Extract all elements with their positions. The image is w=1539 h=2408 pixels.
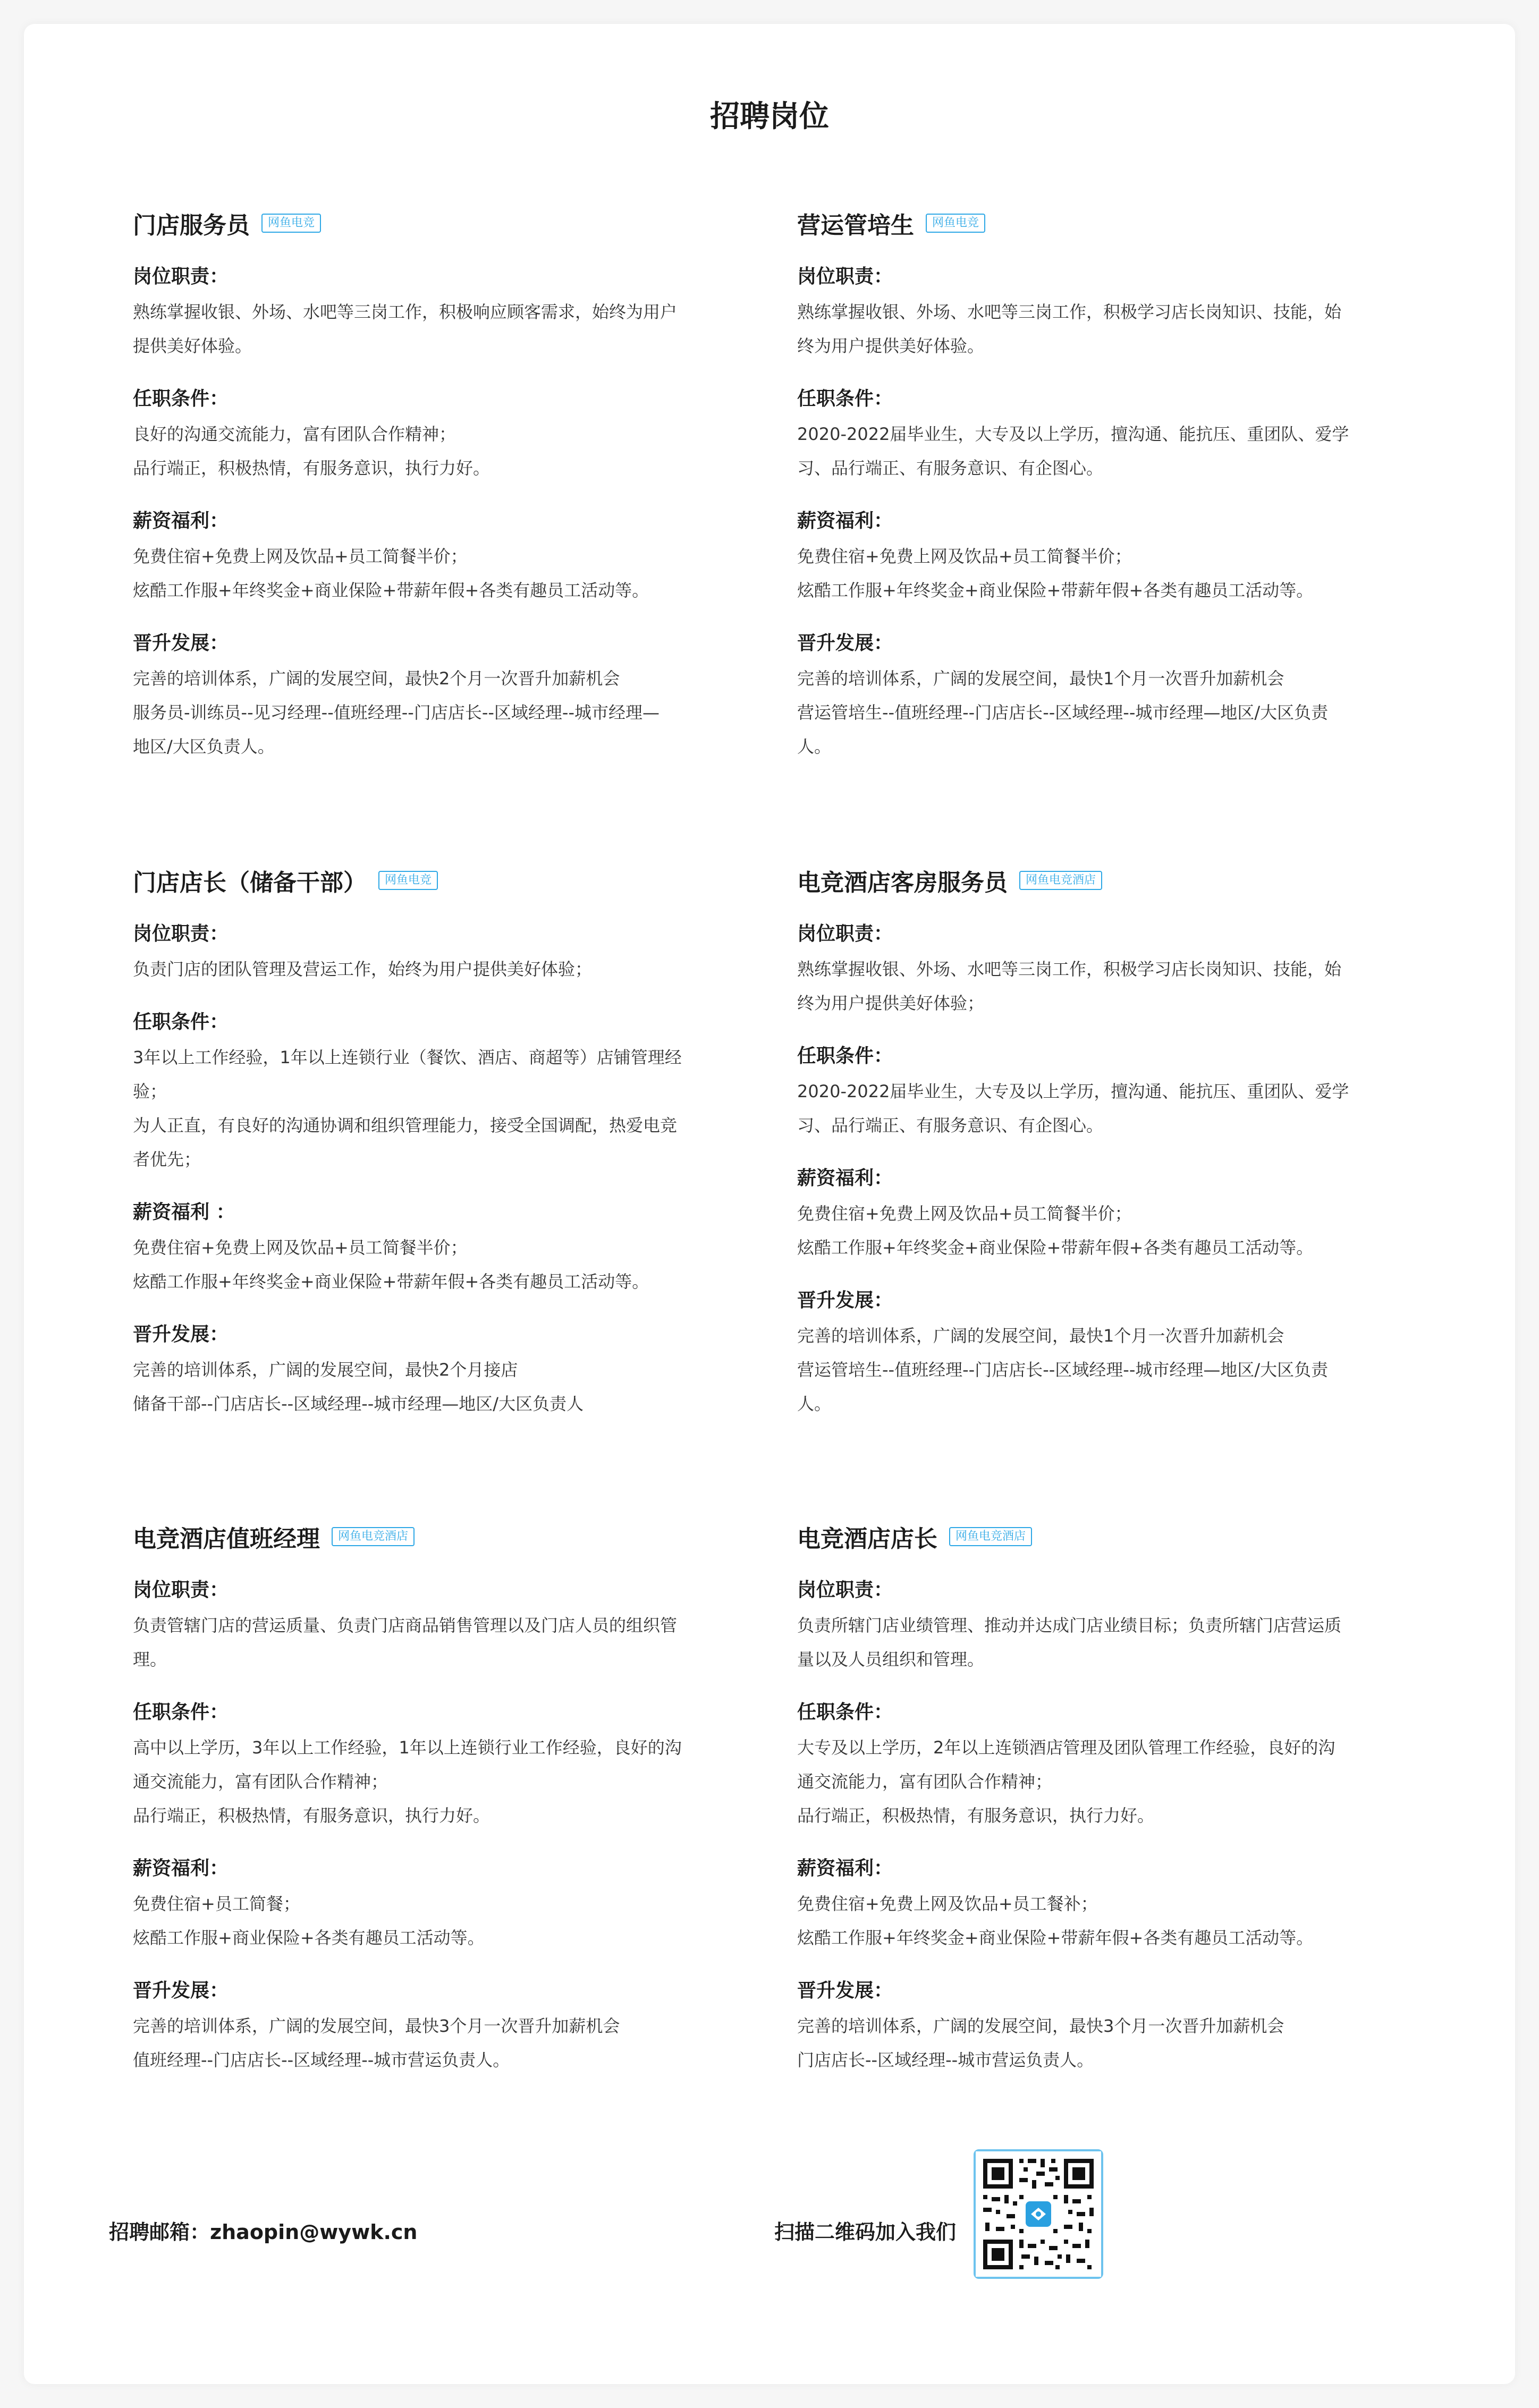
duty-section <box>133 263 744 363</box>
requirement-section <box>133 385 744 485</box>
job-title: 门店服务员 <box>133 212 250 239</box>
pay-section <box>797 1165 1408 1265</box>
duty-section <box>133 1576 744 1676</box>
job-title: 电竞酒店值班经理 <box>133 1525 320 1553</box>
brand-tag: 网鱼电竞酒店 <box>1019 871 1102 890</box>
duty-section <box>797 263 1408 363</box>
growth-section <box>797 630 1408 764</box>
section-heading: 任职条件： <box>133 1011 229 1033</box>
section-text: 免费住宿+免费上网及饮品+员工简餐半价； 炫酷工作服+年终奖金+商业保险+带薪年假+各类有趣员工活动等。 <box>797 546 1314 600</box>
brand-tag: 网鱼电竞酒店 <box>949 1527 1032 1546</box>
section-text: 完善的培训体系，广阔的发展空间，最快2个月一次晋升加薪机会 服务员-训练员--见习经理--值班经理--门店店长--区域经理--城市经理— 地区/大区负责人。 <box>133 668 660 757</box>
requirement-section <box>133 1008 744 1176</box>
requirement-section <box>797 1042 1408 1142</box>
section-text: 完善的培训体系，广阔的发展空间，最快3个月一次晋升加薪机会 门店店长--区域经理--城市营运负责人。 <box>797 2016 1284 2070</box>
section-heading: 晋升发展： <box>797 1290 893 1311</box>
pay-section <box>133 1199 744 1299</box>
duty-section <box>797 920 1408 1020</box>
section-text: 免费住宿+免费上网及饮品+员工简餐半价； 炫酷工作服+年终奖金+商业保险+带薪年假+各类有趣员工活动等。 <box>797 1203 1314 1258</box>
job-card <box>133 862 744 1421</box>
section-text: 良好的沟通交流能力，富有团队合作精神； 品行端正，积极热情，有服务意识，执行力好。 <box>133 424 491 478</box>
pay-section <box>133 507 744 607</box>
job-card <box>797 1518 1408 2077</box>
growth-section <box>133 1977 744 2077</box>
requirement-section <box>133 1699 744 1833</box>
section-text: 熟练掌握收银、外场、水吧等三岗工作，积极响应顾客需求，始终为用户 提供美好体验。 <box>133 302 678 356</box>
job-title: 电竞酒店客房服务员 <box>797 869 1008 896</box>
requirement-section <box>797 385 1408 485</box>
job-title: 电竞酒店店长 <box>797 1525 937 1553</box>
section-text: 完善的培训体系，广阔的发展空间，最快2个月接店 储备干部--门店店长--区域经理--城市经理—地区/大区负责人 <box>133 1360 584 1414</box>
recruit-email[interactable]: 招聘邮箱：zhaopin@wywk.cn <box>109 2220 418 2244</box>
section-heading: 任职条件： <box>797 1045 893 1067</box>
section-heading: 薪资福利： <box>133 510 229 532</box>
growth-section <box>797 1977 1408 2077</box>
job-card <box>133 205 744 764</box>
brand-tag: 网鱼电竞 <box>926 214 985 233</box>
section-text: 2020-2022届毕业生，大专及以上学历，擅沟通、能抗压、重团队、爱学 习、品行端正、有服务意识、有企图心。 <box>797 424 1349 478</box>
section-heading: 薪资福利 ： <box>133 1201 235 1223</box>
growth-section <box>797 1287 1408 1421</box>
section-text: 免费住宿+免费上网及饮品+员工简餐半价； 炫酷工作服+年终奖金+商业保险+带薪年假+各类有趣员工活动等。 <box>133 1237 649 1292</box>
section-heading: 任职条件： <box>133 1701 229 1723</box>
duty-section <box>133 920 744 986</box>
job-title: 门店店长（储备干部） <box>133 869 367 896</box>
growth-section <box>133 1321 744 1421</box>
pay-section <box>133 1855 744 1955</box>
section-heading: 岗位职责： <box>797 266 893 287</box>
section-heading: 晋升发展： <box>133 1980 229 2002</box>
section-text: 熟练掌握收银、外场、水吧等三岗工作，积极学习店长岗知识、技能，始 终为用户提供美好体验； <box>797 959 1342 1013</box>
section-text: 完善的培训体系，广阔的发展空间，最快3个月一次晋升加薪机会 值班经理--门店店长--区域经理--城市营运负责人。 <box>133 2016 620 2070</box>
section-heading: 晋升发展： <box>797 1980 893 2002</box>
job-title: 营运管培生 <box>797 212 914 239</box>
section-heading: 薪资福利： <box>797 510 893 532</box>
section-heading: 岗位职责： <box>133 266 229 287</box>
section-text: 3年以上工作经验，1年以上连锁行业（餐饮、酒店、商超等）店铺管理经 验； 为人正直，有良好的沟通协调和组织管理能力，接受全国调配，热爱电竞 者优先； <box>133 1047 682 1169</box>
section-heading: 晋升发展： <box>133 1324 229 1345</box>
section-text: 熟练掌握收银、外场、水吧等三岗工作，积极学习店长岗知识、技能，始 终为用户提供美好体验。 <box>797 302 1342 356</box>
job-card <box>797 205 1408 764</box>
section-text: 负责管辖门店的营运质量、负责门店商品销售管理以及门店人员的组织管 理。 <box>133 1615 678 1669</box>
pay-section <box>797 507 1408 607</box>
requirement-section <box>797 1699 1408 1833</box>
qr-code-icon[interactable] <box>974 2149 1103 2279</box>
brand-tag: 网鱼电竞 <box>378 871 438 890</box>
job-card <box>133 1518 744 2077</box>
pay-section <box>797 1855 1408 1955</box>
section-text: 免费住宿+免费上网及饮品+员工简餐半价； 炫酷工作服+年终奖金+商业保险+带薪年假+各类有趣员工活动等。 <box>133 546 649 600</box>
section-text: 负责所辖门店业绩管理、推动并达成门店业绩目标；负责所辖门店营运质 量以及人员组织和管理。 <box>797 1615 1342 1669</box>
section-text: 大专及以上学历，2年以上连锁酒店管理及团队管理工作经验，良好的沟 通交流能力，富有团队合作精神； 品行端正，积极热情，有服务意识，执行力好。 <box>797 1737 1335 1826</box>
section-text: 完善的培训体系，广阔的发展空间，最快1个月一次晋升加薪机会 营运管培生--值班经理--门店店长--区域经理--城市经理—地区/大区负责 人。 <box>797 1326 1329 1414</box>
section-text: 高中以上学历，3年以上工作经验，1年以上连锁行业工作经验，良好的沟 通交流能力，富有团队合作精神； 品行端正，积极热情，有服务意识，执行力好。 <box>133 1737 682 1826</box>
section-heading: 薪资福利： <box>797 1858 893 1879</box>
section-heading: 岗位职责： <box>797 923 893 945</box>
scan-qr-label: 扫描二维码加入我们 <box>774 2220 957 2244</box>
section-text: 完善的培训体系，广阔的发展空间，最快1个月一次晋升加薪机会 营运管培生--值班经理--门店店长--区域经理--城市经理—地区/大区负责 人。 <box>797 668 1329 757</box>
section-heading: 任职条件： <box>133 388 229 410</box>
job-card <box>797 862 1408 1421</box>
section-text: 负责门店的团队管理及营运工作，始终为用户提供美好体验； <box>133 959 593 979</box>
page-title: 招聘岗位 <box>710 99 829 134</box>
section-heading: 任职条件： <box>797 1701 893 1723</box>
section-heading: 任职条件： <box>797 388 893 410</box>
section-heading: 岗位职责： <box>133 923 229 945</box>
section-heading: 岗位职责： <box>797 1579 893 1601</box>
brand-tag: 网鱼电竞 <box>261 214 321 233</box>
section-heading: 晋升发展： <box>797 632 893 654</box>
section-text: 2020-2022届毕业生，大专及以上学历，擅沟通、能抗压、重团队、爱学 习、品行端正、有服务意识、有企图心。 <box>797 1081 1349 1135</box>
section-heading: 晋升发展： <box>133 632 229 654</box>
section-text: 免费住宿+免费上网及饮品+员工餐补； 炫酷工作服+年终奖金+商业保险+带薪年假+各类有趣员工活动等。 <box>797 1894 1314 1948</box>
section-heading: 岗位职责： <box>133 1579 229 1601</box>
growth-section <box>133 630 744 764</box>
section-heading: 薪资福利： <box>797 1167 893 1189</box>
section-heading: 薪资福利： <box>133 1858 229 1879</box>
section-text: 免费住宿+员工简餐； 炫酷工作服+商业保险+各类有趣员工活动等。 <box>133 1894 485 1948</box>
qr-code-graphic <box>976 2151 1101 2277</box>
brand-tag: 网鱼电竞酒店 <box>332 1527 415 1546</box>
duty-section <box>797 1576 1408 1676</box>
